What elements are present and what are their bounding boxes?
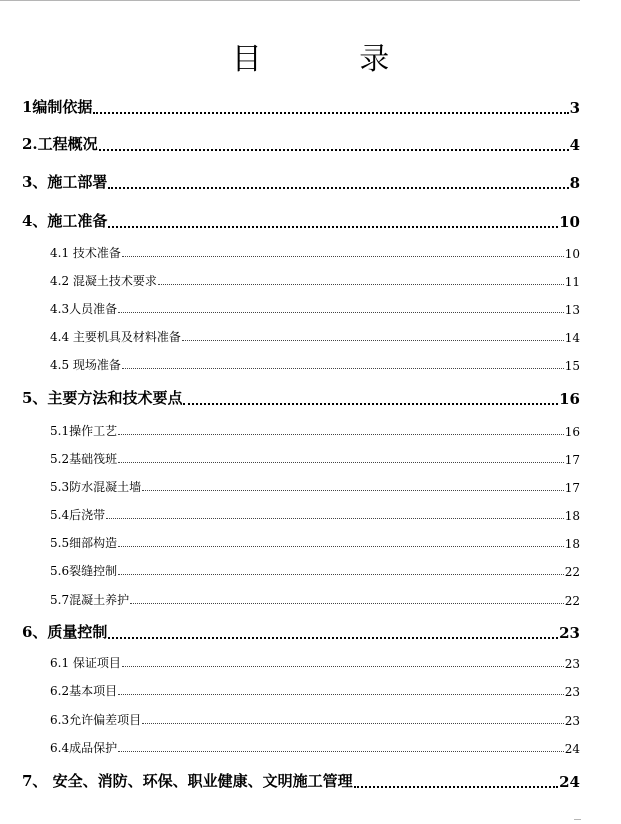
toc-entry[interactable] — [22, 171, 580, 192]
toc-entry-page-number: 23 — [564, 714, 580, 728]
dot-leader — [106, 517, 564, 519]
dot-leader — [130, 602, 564, 604]
toc-subentry[interactable] — [50, 478, 580, 495]
toc-entry-label: 4.3人员准备 — [50, 302, 118, 316]
dot-leader — [142, 722, 564, 724]
toc-subentry[interactable] — [50, 654, 580, 671]
toc-entry-page-number: 16 — [559, 390, 580, 408]
top-rule — [0, 0, 580, 1]
toc-entry-label: 2.工程概况 — [22, 135, 98, 153]
dot-leader — [118, 573, 564, 575]
toc-entry-label: 5.4后浇带 — [50, 508, 106, 522]
dot-leader — [108, 636, 558, 639]
toc-entry-label: 4.5 现场准备 — [50, 358, 121, 372]
toc-entry-page-number: 14 — [564, 331, 580, 345]
toc-entry-label: 5.2基础筏班 — [50, 452, 118, 466]
toc-subentry[interactable] — [50, 300, 580, 317]
corner-mark — [574, 819, 581, 820]
toc-subentry[interactable] — [50, 506, 580, 523]
toc-entry-label: 4.2 混凝土技术要求 — [50, 274, 157, 288]
toc-entry-label: 4.1 技术准备 — [50, 246, 121, 260]
toc-entry[interactable] — [22, 621, 580, 642]
dot-leader — [158, 283, 564, 285]
toc-subentry[interactable] — [50, 682, 580, 699]
toc-entry-page-number: 22 — [564, 565, 580, 579]
toc-entry[interactable] — [22, 387, 580, 408]
toc-subentry[interactable] — [50, 739, 580, 756]
toc-entry-label: 3、施工部署 — [22, 173, 108, 191]
toc-entry-page-number: 10 — [564, 247, 580, 261]
toc-subentry[interactable] — [50, 272, 580, 289]
toc-entry-page-number: 13 — [564, 303, 580, 317]
toc-subentry[interactable] — [50, 422, 580, 439]
toc-entry-page-number: 10 — [559, 213, 580, 231]
toc-entry-label: 4、施工准备 — [22, 212, 108, 230]
toc-entry-page-number: 3 — [569, 99, 580, 117]
dot-leader — [122, 367, 564, 369]
toc-entry-label: 7、 安全、消防、环保、职业健康、文明施工管理 — [22, 772, 353, 790]
dot-leader — [118, 545, 564, 547]
toc-subentry[interactable] — [50, 711, 580, 728]
toc-entry[interactable] — [22, 770, 580, 791]
toc-entry-page-number: 8 — [569, 174, 580, 192]
toc-entry-label: 5.1操作工艺 — [50, 424, 118, 438]
toc-entry-page-number: 17 — [564, 481, 580, 495]
toc-entry-page-number: 4 — [569, 136, 580, 154]
toc-entry[interactable] — [22, 210, 580, 231]
toc-entry[interactable] — [22, 133, 580, 154]
toc-entry-label: 6、质量控制 — [22, 623, 108, 641]
toc-subentry[interactable] — [50, 328, 580, 345]
toc-entry-page-number: 24 — [564, 742, 580, 756]
dot-leader — [118, 750, 564, 752]
dot-leader — [99, 148, 569, 151]
dot-leader — [122, 665, 564, 667]
toc-subentry[interactable] — [50, 534, 580, 551]
dot-leader — [108, 225, 558, 228]
dot-leader — [354, 785, 558, 788]
toc-entry-label: 6.4成品保护 — [50, 741, 118, 755]
toc-entry-page-number: 22 — [564, 594, 580, 608]
toc-entry-label: 4.4 主要机具及材料准备 — [50, 330, 181, 344]
toc-entry-page-number: 17 — [564, 453, 580, 467]
toc-entry-label: 6.2基本项目 — [50, 684, 118, 698]
toc-subentry[interactable] — [50, 562, 580, 579]
toc-entry-label: 6.3允许偏差项目 — [50, 713, 142, 727]
toc-entry-page-number: 24 — [559, 773, 580, 791]
toc-entry-label: 5.6裂缝控制 — [50, 564, 118, 578]
dot-leader — [118, 461, 564, 463]
toc-subentry[interactable] — [50, 450, 580, 467]
page-title: 目 录 — [231, 42, 434, 78]
toc-entry-label: 5、主要方法和技术要点 — [22, 389, 183, 407]
toc-entry-label: 6.1 保证项目 — [50, 656, 121, 670]
toc-entry-label: 1编制依据 — [22, 98, 93, 116]
toc-entry-page-number: 16 — [564, 425, 580, 439]
dot-leader — [118, 311, 564, 313]
toc-entry[interactable] — [22, 96, 580, 117]
toc-subentry[interactable] — [50, 356, 580, 373]
toc-entry-label: 5.3防水混凝土墙 — [50, 480, 142, 494]
toc-entry-page-number: 11 — [564, 275, 580, 289]
toc-entry-label: 5.7混凝土养护 — [50, 593, 130, 607]
dot-leader — [183, 402, 558, 405]
toc-entry-page-number: 15 — [564, 359, 580, 373]
dot-leader — [142, 489, 564, 491]
toc-entry-page-number: 23 — [564, 685, 580, 699]
dot-leader — [108, 186, 568, 189]
toc-subentry[interactable] — [50, 591, 580, 608]
toc-entry-page-number: 18 — [564, 509, 580, 523]
dot-leader — [118, 433, 564, 435]
toc-entry-label: 5.5细部构造 — [50, 536, 118, 550]
toc-entry-page-number: 23 — [559, 624, 580, 642]
toc-entry-page-number: 23 — [564, 657, 580, 671]
dot-leader — [93, 111, 568, 114]
dot-leader — [118, 693, 564, 695]
toc-subentry[interactable] — [50, 244, 580, 261]
toc-entry-page-number: 18 — [564, 537, 580, 551]
dot-leader — [182, 339, 564, 341]
dot-leader — [122, 255, 564, 257]
